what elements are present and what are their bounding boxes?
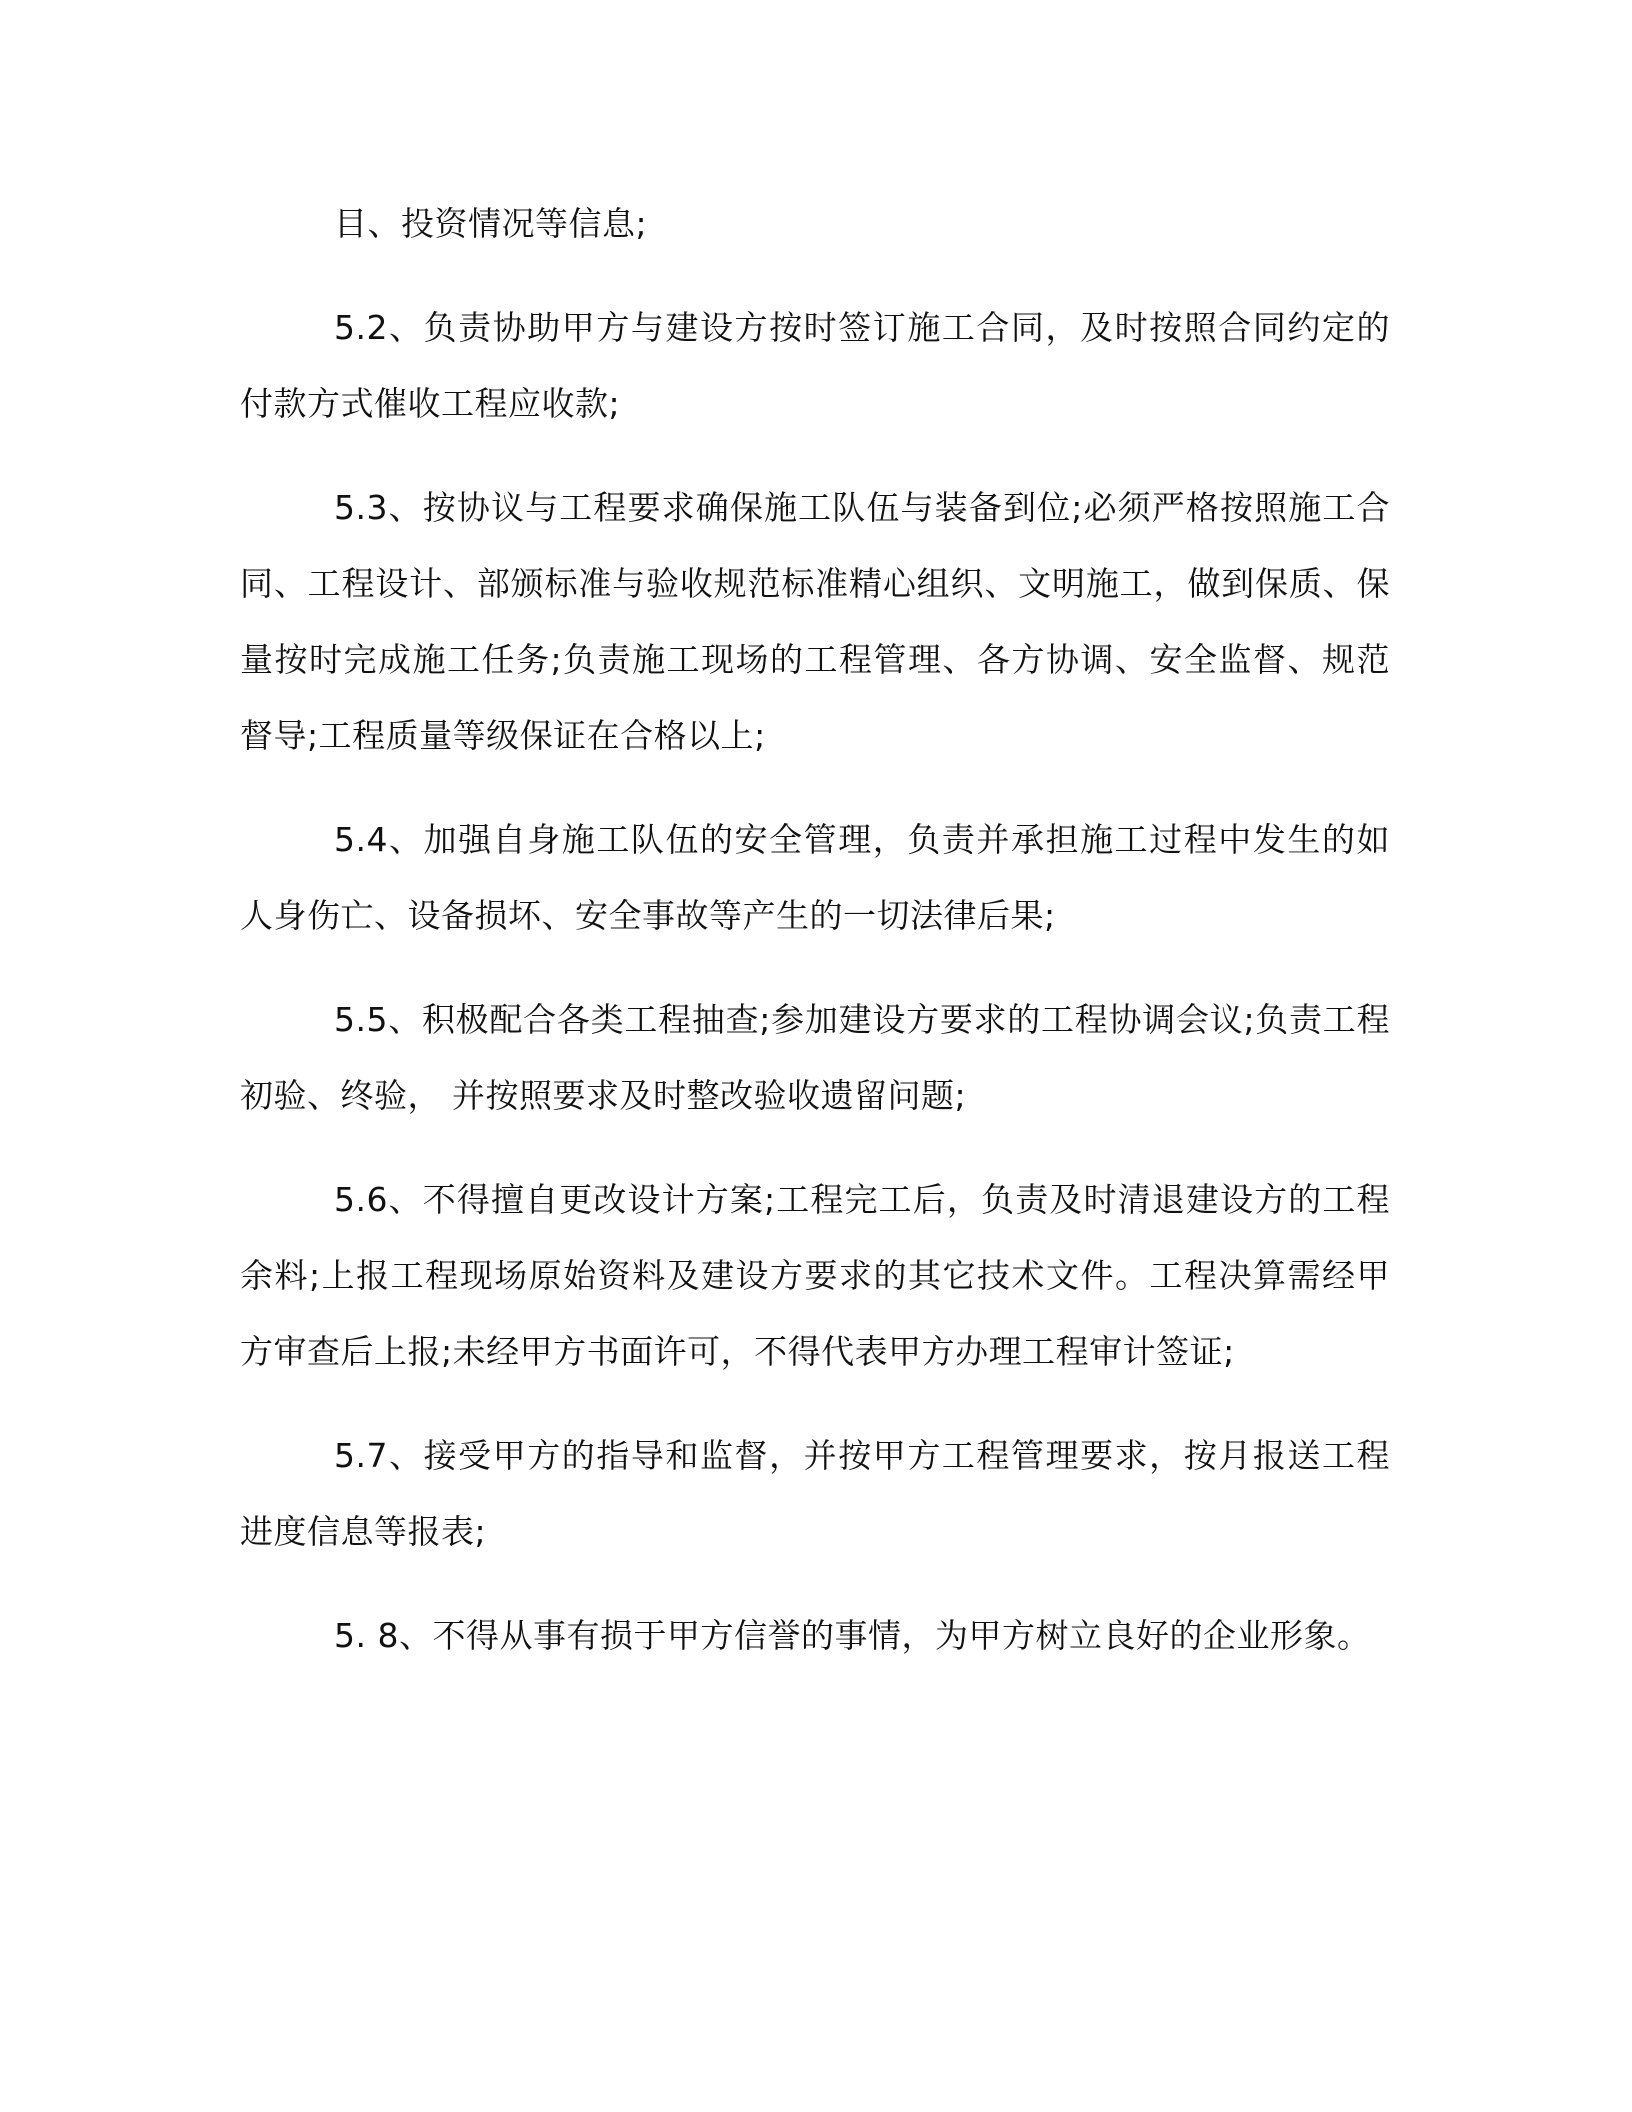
paragraph-5-8: 5. 8、不得从事有损于甲方信誉的事情，为甲方树立良好的企业形象。	[334, 1616, 1371, 1655]
paragraph-5-3: 5.3、按协议与工程要求确保施工队伍与装备到位;必须严格按照施工合同、工程设计、部颁标准与验收规范标准精心组织、文明施工，做到保质、保量按时完成施工任务;负责施工现场的工程管理、各方协调、安全监督、规范督导;工程质量等级保证在合格以上;	[240, 488, 1390, 755]
document-body	[240, 186, 1390, 1702]
paragraph-5-4: 5.4、加强自身施工队伍的安全管理，负责并承担施工过程中发生的如人身伤亡、设备损坏、安全事故等产生的一切法律后果;	[240, 820, 1390, 935]
paragraph-continuation: 目、投资情况等信息;	[334, 204, 648, 243]
paragraph-5-7: 5.7、接受甲方的指导和监督，并按甲方工程管理要求，按月报送工程进度信息等报表;	[240, 1436, 1390, 1551]
paragraph-5-6: 5.6、不得擅自更改设计方案;工程完工后，负责及时清退建设方的工程余料;上报工程现场原始资料及建设方要求的其它技术文件。工程决算需经甲方审查后上报;未经甲方书面许可，不得代表甲方办理工程审计签证;	[240, 1180, 1390, 1371]
paragraph-5-2: 5.2、负责协助甲方与建设方按时签订施工合同，及时按照合同约定的付款方式催收工程应收款;	[240, 308, 1390, 423]
paragraph-5-5: 5.5、积极配合各类工程抽查;参加建设方要求的工程协调会议;负责工程初验、终验， 并按照要求及时整改验收遗留问题;	[240, 1000, 1390, 1115]
